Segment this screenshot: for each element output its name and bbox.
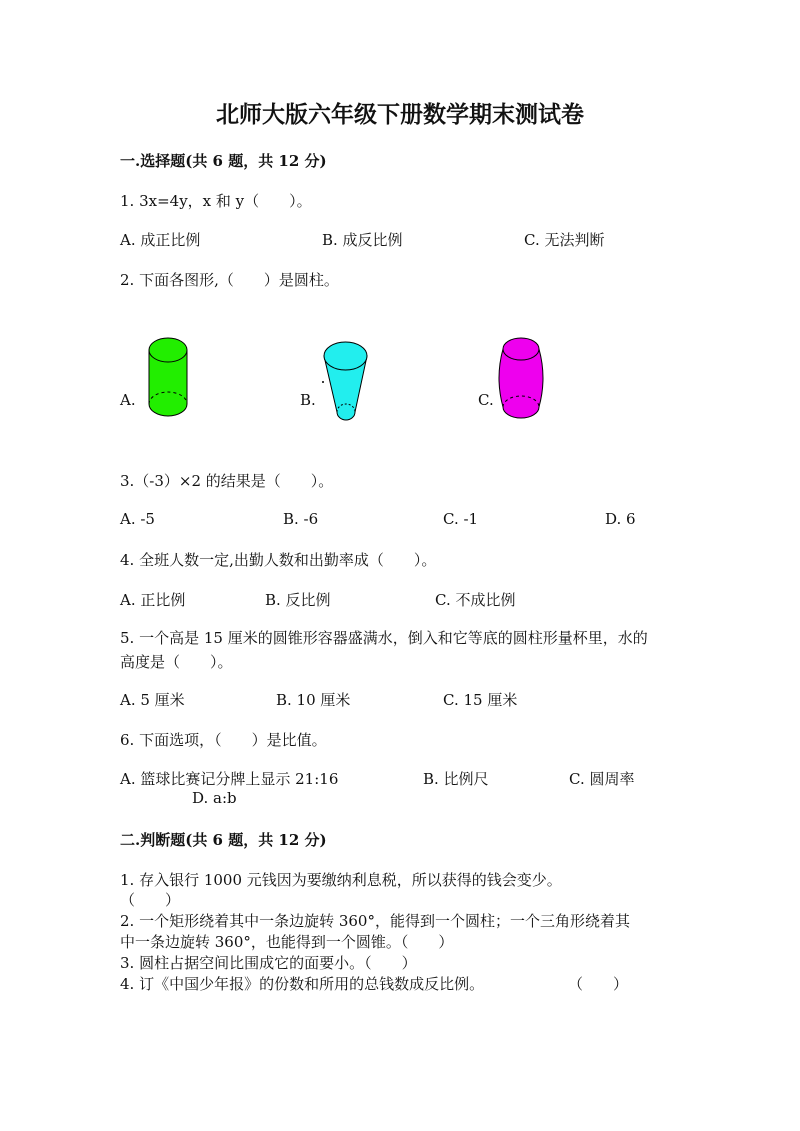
question-4: 4. 全班人数一定,出勤人数和出勤率成（ ）。 [120, 551, 437, 569]
cyan-frustum-top [324, 342, 367, 370]
option-1c: C. 无法判断 [524, 231, 605, 249]
option-6c: C. 圆周率 [569, 770, 635, 788]
option-5a: A. 5 厘米 [120, 691, 185, 709]
green-cylinder-top [149, 338, 187, 362]
section-heading-judgement: 二.判断题(共 6 题，共 12 分) [120, 831, 327, 849]
magenta-barrel-top [503, 338, 539, 360]
option-2b: B. [300, 391, 316, 409]
option-3b: B. -6 [283, 510, 319, 528]
judgement-4: 4. 订《中国少年报》的份数和所用的总钱数成反比例。 [120, 975, 485, 993]
judgement-3: 3. 圆柱占据空间比围成它的面要小。（ ） [120, 954, 417, 972]
option-1a: A. 成正比例 [120, 231, 201, 249]
option-2a: A. [120, 391, 136, 409]
page-title: 北师大版六年级下册数学期末测试卷 [216, 101, 584, 128]
option-3a: A. -5 [120, 510, 155, 528]
cyan-frustum-dot [322, 381, 324, 383]
question-1: 1. 3x=4y，x 和 y（ ）。 [120, 192, 312, 210]
judgement-2-line-1: 2. 一个矩形绕着其中一条边旋转 360°，能得到一个圆柱；一个三角形绕着其 [120, 912, 630, 930]
question-6: 6. 下面选项，（ ）是比值。 [120, 731, 327, 749]
option-5b: B. 10 厘米 [276, 691, 351, 709]
option-2c: C. [478, 391, 494, 409]
option-6b: B. 比例尺 [423, 770, 489, 788]
option-6d: D. a:b [192, 789, 237, 807]
judgement-2-line-2: 中一条边旋转 360°，也能得到一个圆锥。（ ） [120, 933, 454, 951]
option-5c: C. 15 厘米 [443, 691, 518, 709]
question-5-line-1: 5. 一个高是 15 厘米的圆锥形容器盛满水，倒入和它等底的圆柱形量杯里，水的 [120, 629, 648, 647]
option-4b: B. 反比例 [265, 591, 331, 609]
section-heading-choice: 一.选择题(共 6 题，共 12 分) [120, 152, 327, 170]
question-2: 2. 下面各图形,（ ）是圆柱。 [120, 271, 339, 289]
judgement-1-blank: （ ） [120, 891, 181, 909]
judgement-4-blank: （ ） [568, 975, 629, 993]
option-3c: C. -1 [443, 510, 479, 528]
green-cylinder-figure [145, 332, 193, 422]
question-3: 3.（-3）×2 的结果是（ ）。 [120, 472, 334, 490]
question-5-line-2: 高度是（ ）。 [120, 653, 233, 671]
option-4c: C. 不成比例 [435, 591, 516, 609]
option-6a: A. 篮球比赛记分牌上显示 21:16 [120, 770, 339, 788]
magenta-barrel-figure [497, 333, 545, 425]
option-4a: A. 正比例 [120, 591, 186, 609]
judgement-1: 1. 存入银行 1000 元钱因为要缴纳利息税，所以获得的钱会变少。 [120, 871, 562, 889]
option-1b: B. 成反比例 [322, 231, 403, 249]
cyan-frustum-figure [320, 338, 370, 424]
option-3d: D. 6 [605, 510, 636, 528]
